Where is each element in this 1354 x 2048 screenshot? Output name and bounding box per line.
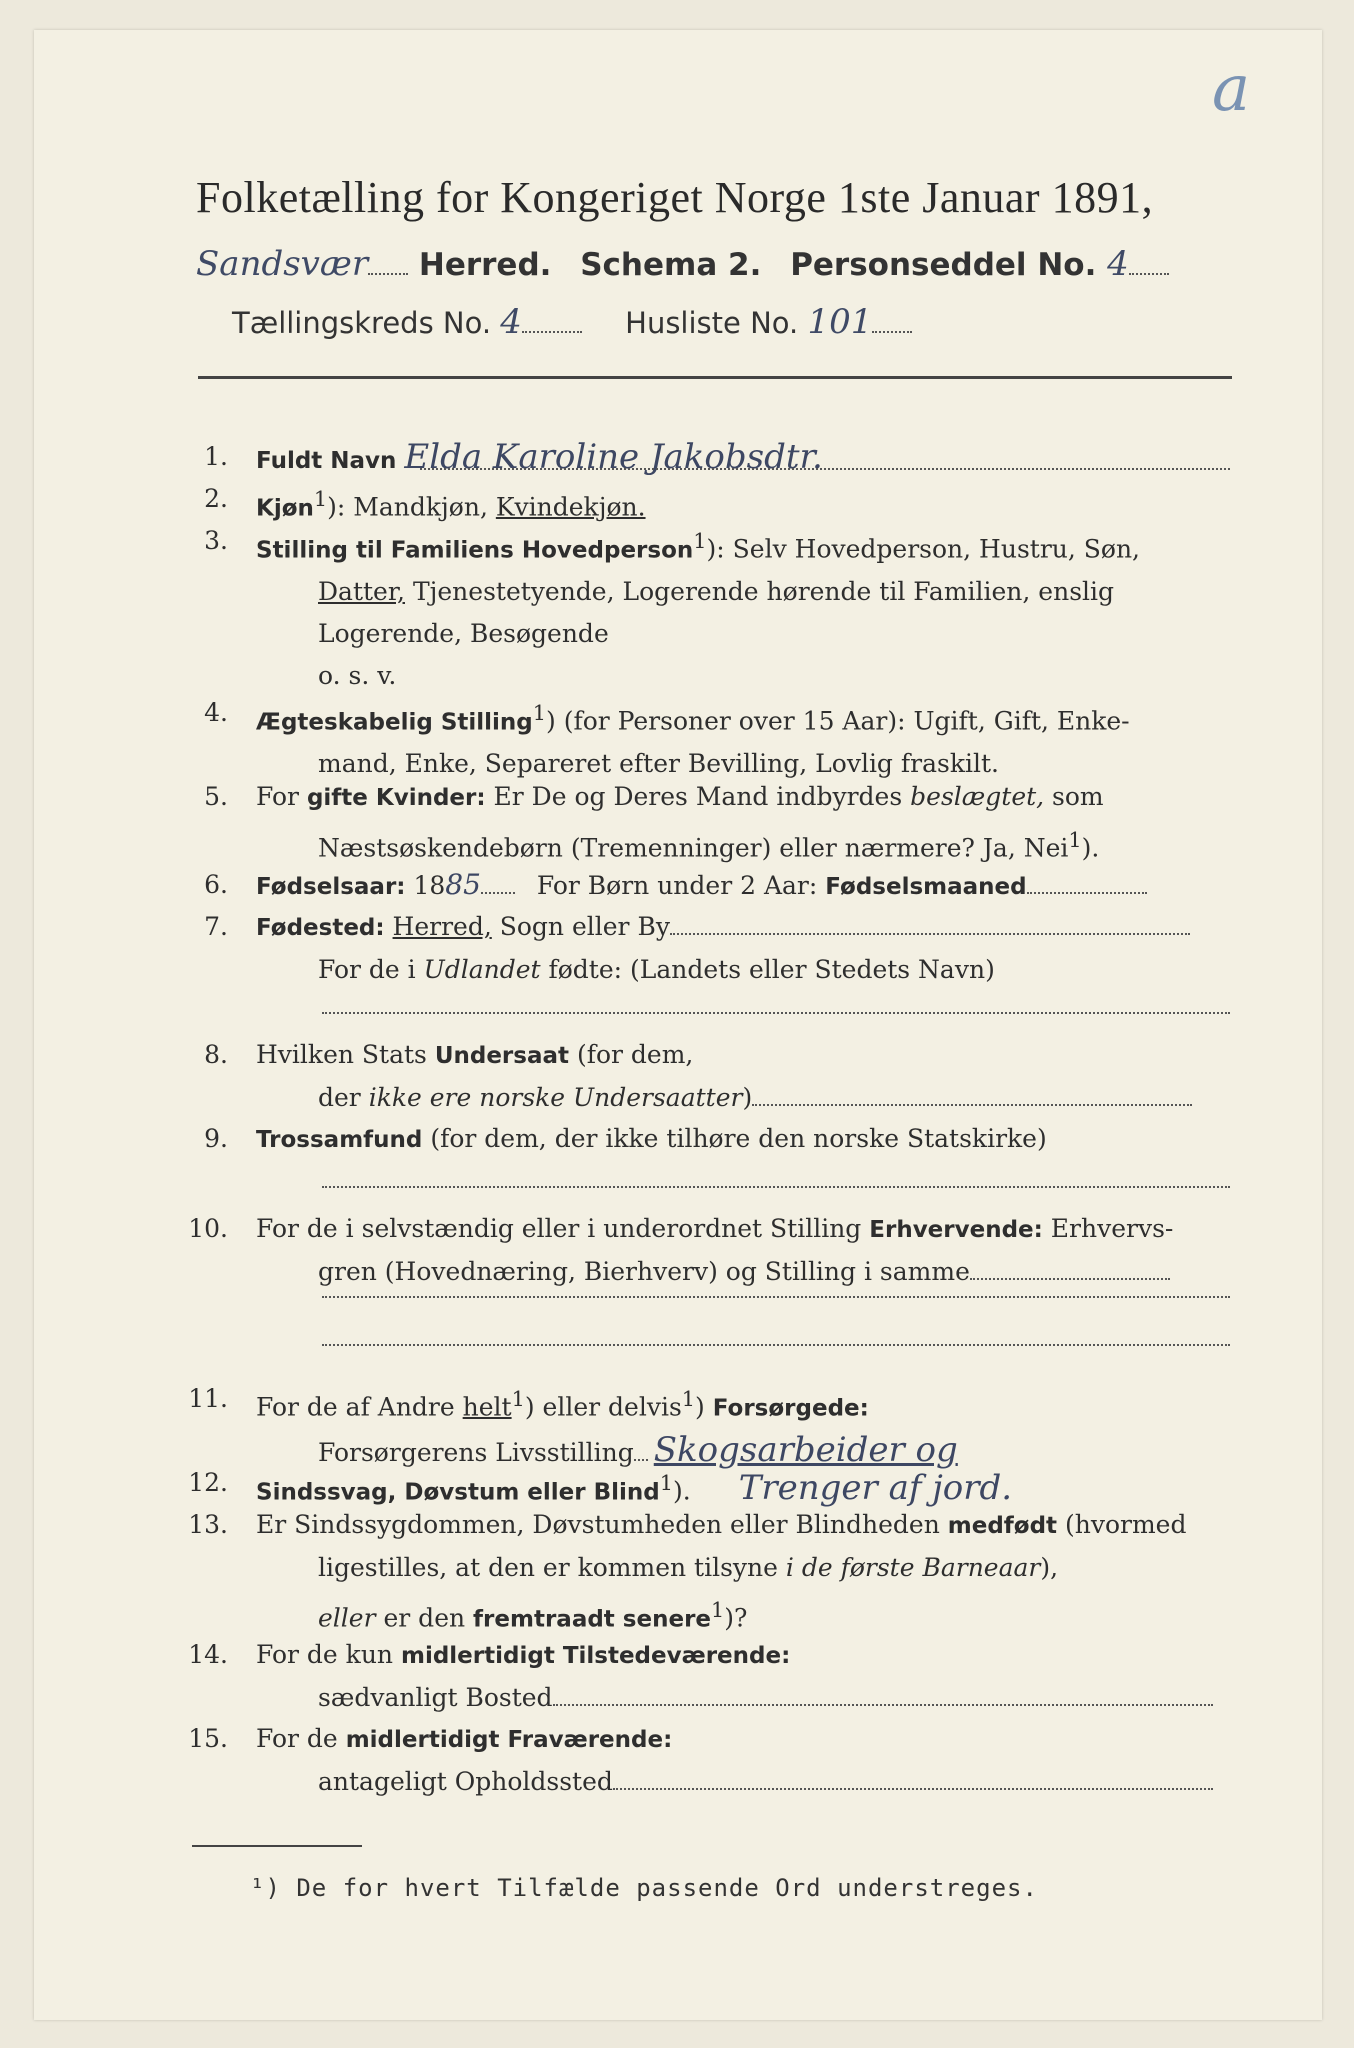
footnote-ref: 1 xyxy=(511,1387,525,1411)
header-rule xyxy=(198,376,1232,379)
item-text: gren (Hovednæring, Bierhverv) og Stilling i samme xyxy=(318,1257,970,1286)
herred-name: Sandsvær xyxy=(196,244,369,284)
answer-line xyxy=(420,468,1230,470)
form-title: Folketælling for Kongeriget Norge 1ste Januar 1891, xyxy=(196,173,1154,222)
selected-option: Kvindekjøn. xyxy=(495,492,646,522)
item-text: (for dem, der ikke tilhøre den norske Statskirke) xyxy=(422,1124,1047,1153)
item-text: Hvilken Stats xyxy=(256,1040,435,1069)
item-text: ). xyxy=(673,1476,691,1506)
item-number: 11. xyxy=(188,1384,228,1413)
birth-year-value: 85 xyxy=(445,868,481,901)
item-text: ikke ere norske Undersaatter xyxy=(368,1083,743,1112)
footnote: ¹) De for hvert Tilfælde passende Ord understreges. xyxy=(250,1874,1038,1902)
dot-leader xyxy=(752,1084,1192,1106)
item-text: Forsørgerens Livsstilling xyxy=(318,1438,634,1468)
item-4-marital-status xyxy=(176,692,1232,780)
corner-mark: a xyxy=(1212,52,1251,126)
item-number: 9. xyxy=(204,1124,228,1153)
item-text: eller xyxy=(318,1603,376,1633)
answer-line xyxy=(322,1296,1230,1298)
item-label: medfødt xyxy=(947,1513,1058,1539)
item-number: 4. xyxy=(204,698,228,727)
schema-label: Schema 2. xyxy=(580,247,762,283)
item-text: ) (for Personer over 15 Aar): Ugift, Gift, Enke- xyxy=(546,706,1130,736)
item-text: ) xyxy=(695,1392,713,1422)
supporter-occupation-value: Skogsarbeider og xyxy=(653,1430,958,1471)
item-number: 10. xyxy=(188,1214,228,1243)
item-number: 8. xyxy=(204,1040,228,1069)
item-label: Stilling til Familiens Hovedperson xyxy=(256,537,694,564)
dot-leader xyxy=(872,307,912,333)
item-label: Undersaat xyxy=(434,1043,569,1069)
item-7-birthplace xyxy=(176,906,1232,994)
husliste-label: Husliste No. xyxy=(625,306,799,340)
dot-leader xyxy=(1027,872,1147,894)
item-label: Kjøn xyxy=(256,495,314,522)
item-text: ) xyxy=(742,1083,753,1112)
item-text: For xyxy=(256,782,307,811)
item-15-temporarily-absent xyxy=(176,1718,1232,1806)
item-label: Fødselsmaaned xyxy=(825,874,1027,900)
item-number: 12. xyxy=(188,1468,228,1497)
item-text: Næstsøskendebørn (Tremenninger) eller nærmere? Ja, Nei xyxy=(318,833,1069,863)
item-number: 2. xyxy=(204,484,228,513)
footnote-ref: 1 xyxy=(693,529,707,553)
footnote-ref: 1 xyxy=(711,1598,725,1622)
dot-leader xyxy=(522,307,582,333)
item-number: 6. xyxy=(204,870,228,899)
kreds-number: 4 xyxy=(500,302,522,342)
item-text: ): Mandkjøn, xyxy=(327,492,496,522)
item-13-congenital xyxy=(176,1504,1232,1634)
footnote-ref: 1 xyxy=(659,1471,674,1495)
footnote-ref: 1 xyxy=(313,487,328,511)
item-text: mand, Enke, Separeret efter Bevilling, Lovlig fraskilt. xyxy=(318,749,999,779)
item-text: som xyxy=(1044,782,1104,811)
item-text: For de i xyxy=(318,955,424,984)
dot-leader xyxy=(553,1684,1213,1706)
full-name-value: Elda Karoline Jakobsdtr. xyxy=(404,437,823,477)
item-label: Fuldt Navn xyxy=(256,448,397,474)
item-label: Sindssvag, Døvstum eller Blind xyxy=(256,1479,660,1506)
item-text: Er De og Deres Mand indbyrdes xyxy=(485,782,911,811)
item-label: Fødested: xyxy=(256,915,385,941)
answer-line xyxy=(322,1012,1230,1014)
selected-option: Herred, xyxy=(392,912,492,941)
item-text: Er Sindssygdommen, Døvstumheden eller Blindheden xyxy=(256,1510,948,1539)
dot-leader xyxy=(634,1439,648,1461)
item-text: Logerende, Besøgende xyxy=(318,619,609,649)
item-label: midlertidigt Tilstedeværende: xyxy=(400,1643,791,1669)
item-text: antageligt Opholdssted xyxy=(318,1767,613,1796)
item-label: Fødselsaar: xyxy=(256,874,406,900)
kreds-label: Tællingskreds No. xyxy=(232,306,492,340)
item-number: 14. xyxy=(188,1640,228,1669)
item-8-citizenship xyxy=(176,1034,1232,1122)
item-label: Forsørgede: xyxy=(712,1395,869,1422)
item-number: 3. xyxy=(204,526,228,555)
dot-leader xyxy=(970,1258,1170,1280)
disability-line-value: Trenger af jord. xyxy=(738,1468,1013,1509)
item-text: ): Selv Hovedperson, Hustru, Søn, xyxy=(706,534,1140,564)
item-text: Udlandet xyxy=(423,955,541,984)
item-text: ) eller delvis xyxy=(524,1392,682,1422)
item-text: For de xyxy=(256,1724,346,1753)
item-text: (for dem, xyxy=(569,1040,694,1069)
kreds-line xyxy=(232,302,1292,352)
item-number: 1. xyxy=(204,442,228,471)
item-number: 13. xyxy=(188,1510,228,1539)
item-text: ). xyxy=(1081,833,1100,863)
item-text: Sogn eller By xyxy=(491,912,670,941)
item-text: i de første Barneaar xyxy=(785,1553,1041,1582)
item-text: beslægtet, xyxy=(910,782,1045,811)
item-text: For Børn under 2 Aar: xyxy=(536,871,826,900)
item-11-supported xyxy=(176,1378,1232,1471)
item-text: Erhvervs- xyxy=(1042,1214,1174,1243)
item-text: For de af Andre xyxy=(256,1392,463,1422)
item-label: midlertidigt Fraværende: xyxy=(345,1727,673,1753)
item-text: Tjenestetyende, Logerende hørende til Familien, enslig xyxy=(405,577,1115,607)
item-text: er den xyxy=(375,1603,474,1633)
selected-option: helt xyxy=(462,1392,512,1422)
item-label: Erhvervende: xyxy=(869,1217,1043,1243)
personseddel-number: 4 xyxy=(1107,244,1129,284)
herred-label: Herred. xyxy=(418,247,552,283)
item-5-married-women xyxy=(176,776,1232,864)
item-3-family-position xyxy=(176,520,1232,690)
footnote-ref: 1 xyxy=(532,701,547,725)
dot-leader xyxy=(1129,249,1169,275)
answer-line xyxy=(322,1186,1230,1188)
selected-option: Datter, xyxy=(318,577,405,607)
husliste-number: 101 xyxy=(807,302,873,342)
item-text: ligestilles, at den er kommen tilsyne xyxy=(318,1553,786,1582)
footnote-ref: 1 xyxy=(681,1387,696,1411)
item-text: )? xyxy=(724,1603,748,1633)
item-text: sædvanligt Bosted xyxy=(318,1683,553,1712)
herred-line xyxy=(196,244,1256,294)
item-number: 15. xyxy=(188,1724,228,1753)
item-number: 7. xyxy=(204,912,228,941)
item-14-temporarily-present xyxy=(176,1634,1232,1722)
personseddel-label: Personseddel No. xyxy=(790,247,1097,283)
item-text: o. s. v. xyxy=(318,661,397,691)
item-label: gifte Kvinder: xyxy=(306,785,486,811)
item-text: fødte: (Landets eller Stedets Navn) xyxy=(540,955,995,984)
answer-line xyxy=(322,1344,1230,1346)
dot-leader xyxy=(613,1768,1213,1790)
item-text: der xyxy=(318,1083,369,1112)
footnote-rule xyxy=(192,1845,362,1847)
item-text: ), xyxy=(1040,1553,1059,1582)
item-text: For de kun xyxy=(256,1640,401,1669)
dot-leader xyxy=(368,249,408,275)
item-label: Trossamfund xyxy=(256,1127,423,1153)
item-label: Ægteskabelig Stilling xyxy=(256,709,533,736)
item-label: fremtraadt senere xyxy=(473,1606,712,1633)
item-text: For de i selvstændig eller i underordnet Stilling xyxy=(256,1214,870,1243)
footnote-ref: 1 xyxy=(1068,828,1082,852)
dot-leader xyxy=(670,913,1190,935)
dot-leader xyxy=(481,872,515,894)
item-text: (hvormed xyxy=(1057,1510,1187,1539)
item-number: 5. xyxy=(204,782,228,811)
item-10-occupation xyxy=(176,1208,1232,1296)
item-text: 18 xyxy=(405,871,446,900)
